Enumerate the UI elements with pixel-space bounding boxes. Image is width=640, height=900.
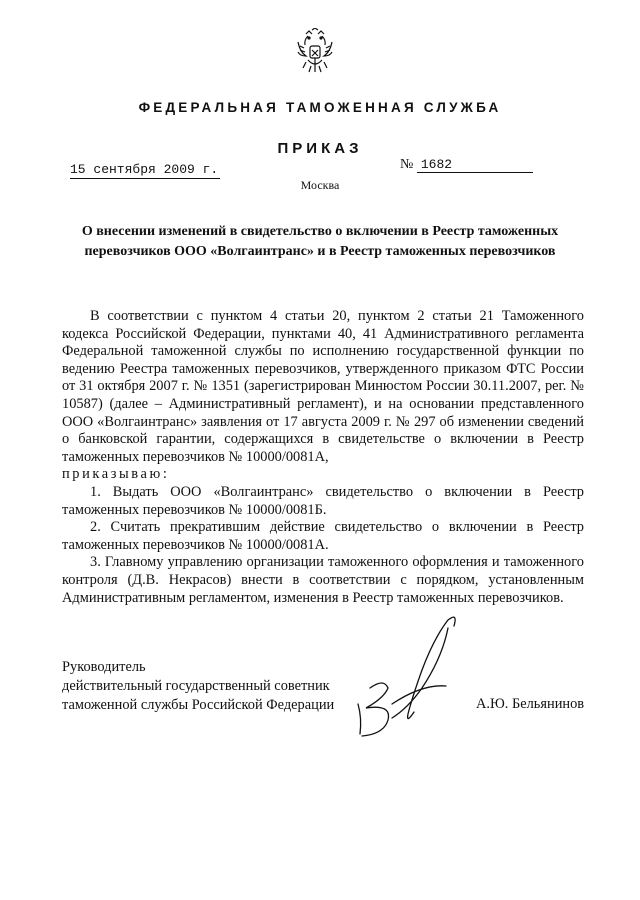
agency-name: ФЕДЕРАЛЬНАЯ ТАМОЖЕННАЯ СЛУЖБА — [138, 100, 502, 115]
order-word: приказываю: — [62, 466, 170, 483]
order-item-3: 3. Главному управлению организации таможенного оформления и таможенного контроля (Д.В. Некрасов) внести в соответствии с порядком, установленным Административным регламентом, изменения в Реестр таможенных перевозчиков. — [62, 554, 584, 606]
order-item-1: 1. Выдать ООО «Волгаинтранс» свидетельство о включении в Реестр таможенных перевозчиков № 10000/0081Б. — [62, 483, 584, 518]
handwritten-signature — [330, 608, 490, 758]
signer-name: А.Ю. Бельянинов — [476, 696, 585, 712]
order-number-value: 1682 — [417, 157, 533, 173]
order-body — [62, 308, 584, 607]
signer-position — [62, 658, 334, 715]
position-line-2: действительный государственный советник — [62, 678, 330, 694]
document-type: ПРИКАЗ — [277, 140, 363, 157]
number-sign: № — [400, 157, 414, 172]
order-title: О внесении изменений в свидетельство о включении в Реестр таможенных перевозчиков ООО «Волгаинтранс» и в Реестр таможенных перевозчиков — [81, 224, 559, 259]
order-date: 15 сентября 2009 г. — [70, 162, 219, 177]
coat-of-arms-icon — [294, 28, 336, 76]
preamble-paragraph: В соответствии с пунктом 4 статьи 20, пунктом 2 статьи 21 Таможенного кодекса Российской Федерации, пунктами 40, 41 Административного регламента Федеральной таможенной службы по исполнению государственной функции по ведению Реестра таможенных перевозчиков, утвержденного приказом ФТС России от 31 октября 2007 г. № 1351 (зарегистрирован Минюстом России 30.11.2007, рег. № 10587) (далее – Административный регламент), и на основании представленного ООО «Волгаинтранс» заявления от 17 августа 2009 г. № 297 об изменении сведений о банковской гарантии, содержащихся в свидетельстве о включении в Реестр таможенных перевозчиков № 10000/0081А, — [62, 308, 584, 465]
order-item-2: 2. Считать прекратившим действие свидетельство о включении в Реестр таможенных перевозчиков № 10000/0081А. — [62, 519, 584, 553]
position-line-1: Руководитель — [62, 659, 146, 675]
order-number — [400, 157, 533, 173]
city: Москва — [300, 178, 340, 192]
position-line-3: таможенной службы Российской Федерации — [62, 697, 335, 713]
